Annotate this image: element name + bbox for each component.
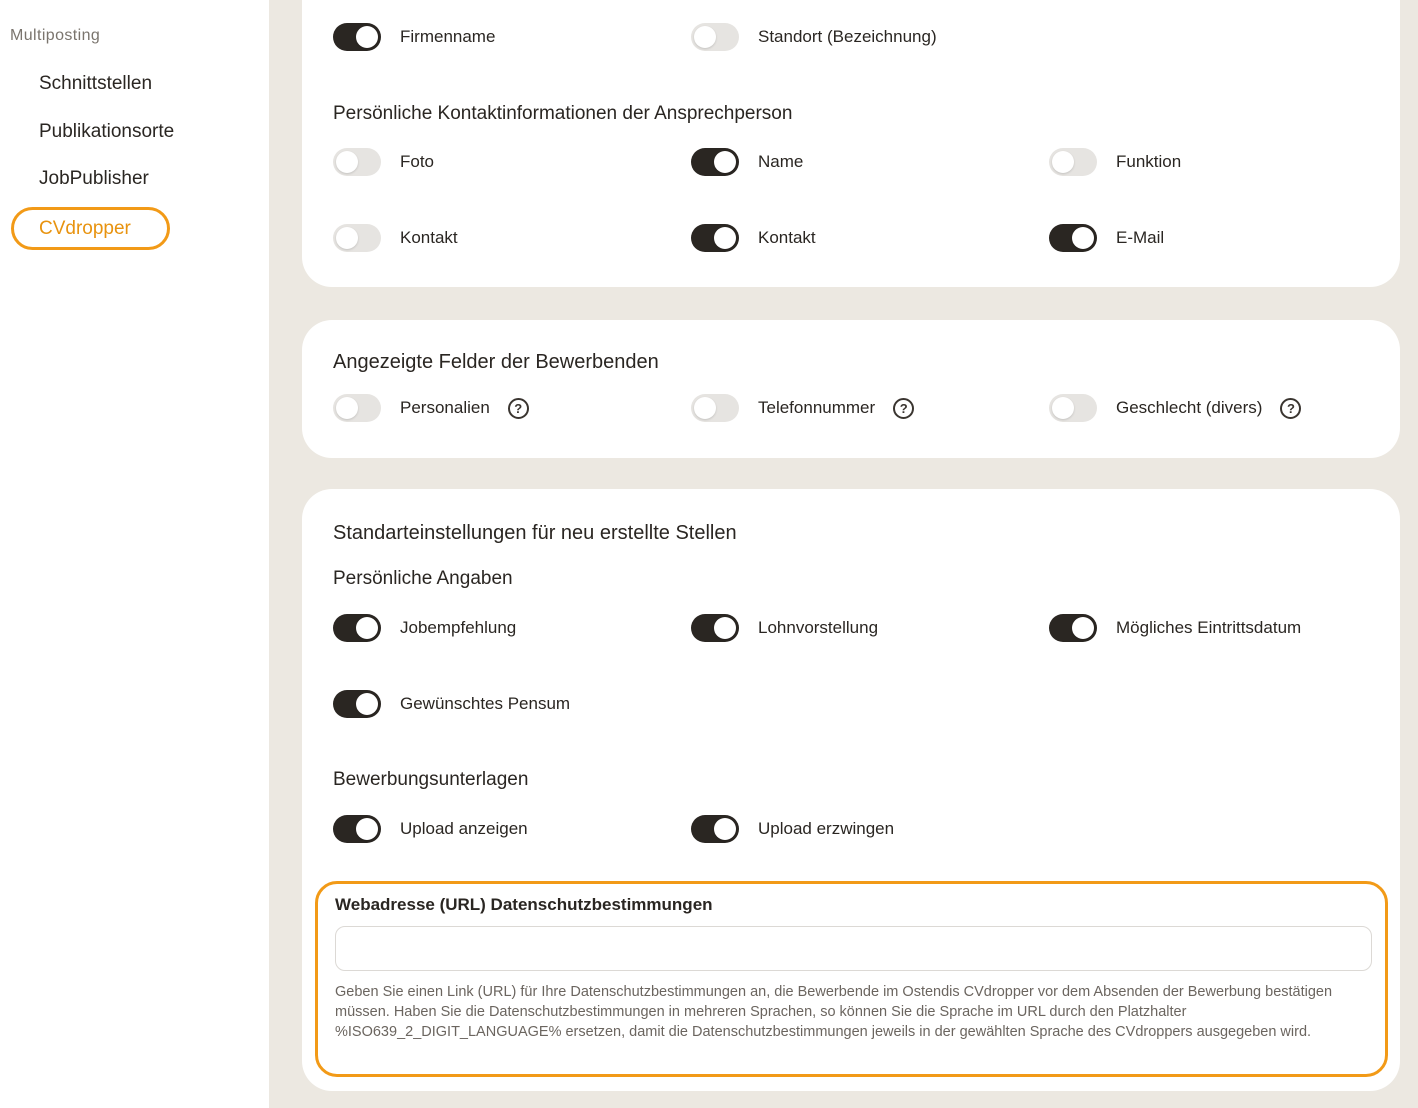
sidebar — [0, 0, 269, 1108]
toggle-row-eintrittsdatum[interactable] — [1049, 614, 1301, 642]
applicant-fields-card — [302, 320, 1400, 458]
pensum-toggle[interactable] — [333, 690, 381, 718]
personal-heading: Persönliche Angaben — [333, 568, 513, 589]
sidebar-item-schnittstellen[interactable]: Schnittstellen — [39, 73, 153, 94]
toggle-label: Foto — [400, 152, 435, 171]
toggle-label: Geschlecht (divers) — [1116, 398, 1263, 417]
kontakt-toggle[interactable] — [333, 224, 381, 252]
geschlecht-toggle[interactable] — [1049, 394, 1097, 422]
toggle-row-firmenname[interactable] — [333, 23, 495, 51]
kontakt-toggle[interactable] — [691, 224, 739, 252]
toggle-label: Name — [758, 152, 804, 171]
standort-toggle[interactable] — [691, 23, 739, 51]
toggle-label: Mögliches Eintrittsdatum — [1116, 618, 1302, 637]
toggle-row-foto[interactable] — [333, 148, 434, 176]
personalien-toggle[interactable] — [333, 394, 381, 422]
toggle-label: Funktion — [1116, 152, 1182, 171]
toggle-label: Upload erzwingen — [758, 819, 895, 838]
toggle-label: Personalien — [400, 398, 490, 417]
telefonnummer-toggle[interactable] — [691, 394, 739, 422]
sidebar-item-cvdropper[interactable]: CVdropper — [11, 207, 170, 250]
toggle-label: Standort (Bezeichnung) — [758, 27, 937, 46]
help-icon[interactable]: ? — [508, 398, 529, 419]
defaults-heading: Standarteinstellungen für neu erstellte Stellen — [333, 522, 737, 544]
documents-heading: Bewerbungsunterlagen — [333, 769, 529, 790]
sidebar-section-title: Multiposting — [10, 27, 101, 44]
toggle-row-lohnvorstellung[interactable] — [691, 614, 878, 642]
help-icon[interactable]: ? — [1280, 398, 1301, 419]
privacy-url-help-text: Geben Sie einen Link (URL) für Ihre Datenschutzbestimmungen an, die Bewerbende im Ostendis CVdropper vor dem Absenden der Bewerbung bestätigen müssen. Haben Sie die Datenschutzbestimmungen in mehreren Sprachen, so können Sie die Sprache im URL durch den Platzhalter %ISO639_2_DIGIT_LANGUAGE% ersetzen, damit die Datenschutzbestimmungen jeweils in der gewählten Sprache des CVdroppers ausgegeben wird. — [335, 984, 1333, 1040]
toggle-label: Telefonnummer — [758, 398, 876, 417]
toggle-label: Kontakt — [400, 228, 458, 247]
sidebar-item-publikationsorte[interactable]: Publikationsorte — [39, 121, 175, 142]
toggle-row-funktion[interactable] — [1049, 148, 1181, 176]
applicant-fields-heading: Angezeigte Felder der Bewerbenden — [333, 351, 659, 373]
toggle-row-email[interactable] — [1049, 224, 1164, 252]
toggle-row-upload-erzwingen[interactable] — [691, 815, 894, 843]
contact-settings-card — [302, 0, 1400, 287]
toggle-label: E-Mail — [1116, 228, 1165, 247]
toggle-label: Firmenname — [400, 27, 496, 46]
toggle-row-kontakt-2[interactable] — [691, 224, 816, 252]
jobempfehlung-toggle[interactable] — [333, 614, 381, 642]
privacy-url-input[interactable] — [335, 926, 1372, 971]
toggle-row-pensum[interactable] — [333, 690, 570, 718]
lohnvorstellung-toggle[interactable] — [691, 614, 739, 642]
main-content — [269, 0, 1418, 1108]
upload-anzeigen-toggle[interactable] — [333, 815, 381, 843]
contact-heading: Persönliche Kontaktinformationen der Ansprechperson — [333, 103, 793, 124]
toggle-label: Jobempfehlung — [400, 618, 517, 637]
toggle-label: Kontakt — [758, 228, 816, 247]
default-settings-card — [302, 489, 1400, 1091]
sidebar-item-jobpublisher[interactable]: JobPublisher — [39, 168, 149, 189]
help-icon[interactable]: ? — [893, 398, 914, 419]
toggle-label: Lohnvorstellung — [758, 618, 879, 637]
firmenname-toggle[interactable] — [333, 23, 381, 51]
toggle-row-standort[interactable] — [691, 23, 937, 51]
email-toggle[interactable] — [1049, 224, 1097, 252]
name-toggle[interactable] — [691, 148, 739, 176]
privacy-url-section — [315, 881, 1388, 1077]
toggle-row-name[interactable] — [691, 148, 803, 176]
upload-erzwingen-toggle[interactable] — [691, 815, 739, 843]
privacy-url-label: Webadresse (URL) Datenschutzbestimmungen — [335, 895, 713, 914]
toggle-row-kontakt-1[interactable] — [333, 224, 458, 252]
toggle-row-jobempfehlung[interactable] — [333, 614, 516, 642]
toggle-label: Upload anzeigen — [400, 819, 528, 838]
toggle-label: Gewünschtes Pensum — [400, 694, 571, 713]
funktion-toggle[interactable] — [1049, 148, 1097, 176]
foto-toggle[interactable] — [333, 148, 381, 176]
toggle-row-telefonnummer[interactable] — [691, 394, 914, 422]
toggle-row-geschlecht[interactable] — [1049, 394, 1301, 422]
eintrittsdatum-toggle[interactable] — [1049, 614, 1097, 642]
toggle-row-personalien[interactable] — [333, 394, 529, 422]
toggle-row-upload-anzeigen[interactable] — [333, 815, 528, 843]
